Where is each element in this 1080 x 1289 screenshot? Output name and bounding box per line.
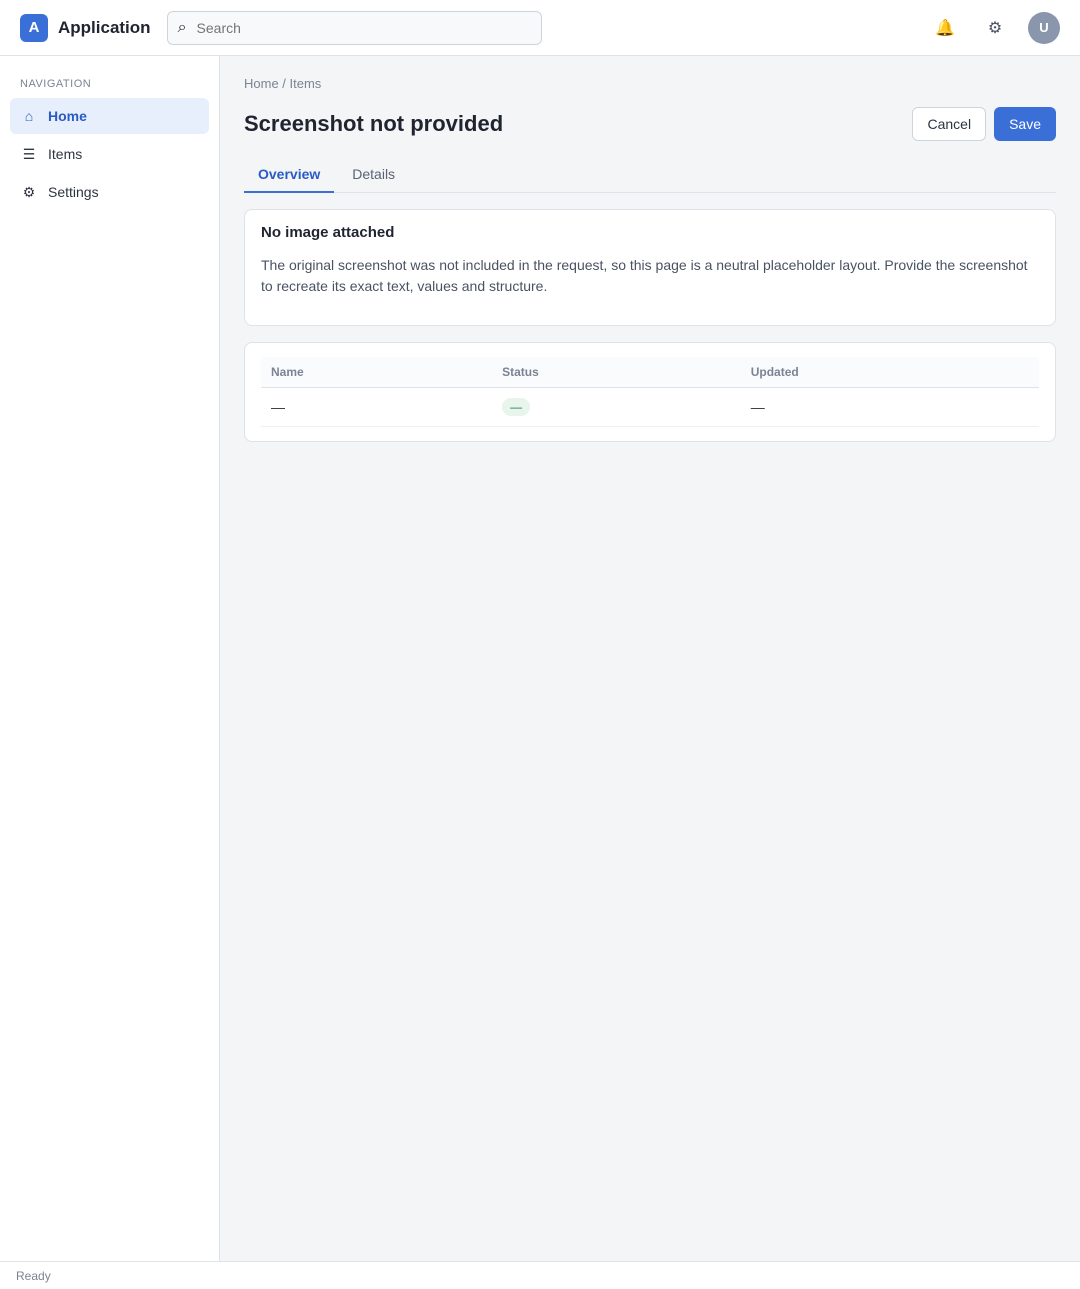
sidebar-item-items[interactable] (10, 136, 209, 172)
gear-icon: ⚙ (22, 183, 36, 200)
search-box (167, 11, 543, 45)
column-header-name[interactable]: Name (261, 357, 492, 388)
list-icon: ☰ (22, 145, 36, 162)
page-title: Screenshot not provided (244, 111, 504, 136)
brand-logo-icon: A (20, 14, 48, 42)
cell-updated: — (741, 388, 1039, 427)
gear-icon: ⚙ (987, 19, 1003, 37)
notice-title: No image attached (261, 224, 395, 241)
tab-details[interactable]: Details (352, 166, 396, 182)
app-body (0, 56, 1080, 1261)
cell-status (492, 388, 741, 427)
table-header-row (261, 357, 1039, 388)
search-icon: ⌕ (177, 18, 187, 36)
notifications-button[interactable] (928, 11, 962, 45)
tab-overview[interactable]: Overview (244, 157, 334, 193)
breadcrumb: Home / Items (244, 76, 322, 91)
app-name: Application (58, 17, 151, 37)
table-row[interactable] (261, 388, 1039, 427)
main-content (220, 56, 1080, 1261)
brand[interactable] (20, 14, 151, 42)
sidebar (0, 56, 220, 1261)
sidebar-item-label: Items (48, 146, 83, 162)
sidebar-item-settings[interactable] (10, 174, 209, 210)
data-table-card (244, 342, 1056, 442)
page-title-row (244, 107, 1056, 141)
tab-bar (244, 157, 1056, 193)
notice-card (244, 209, 1056, 326)
sidebar-item-home[interactable] (10, 98, 209, 134)
page-actions (912, 107, 1056, 141)
column-header-status[interactable]: Status (492, 357, 741, 388)
cancel-button[interactable]: Cancel (912, 107, 986, 141)
top-bar (0, 0, 1080, 56)
status-bar (0, 1261, 1080, 1289)
home-icon: ⌂ (24, 108, 34, 124)
status-badge: — (502, 398, 530, 416)
settings-button[interactable] (978, 11, 1012, 45)
sidebar-heading: NAVIGATION (20, 78, 92, 90)
avatar[interactable]: U (1028, 12, 1060, 44)
cell-name: — (261, 388, 492, 427)
sidebar-item-label: Settings (48, 184, 99, 200)
data-table (261, 357, 1039, 427)
bell-icon: 🔔 (935, 19, 955, 37)
column-header-updated[interactable]: Updated (741, 357, 1039, 388)
sidebar-item-label: Home (48, 108, 87, 124)
save-button[interactable]: Save (994, 107, 1056, 141)
status-text: Ready (16, 1268, 51, 1283)
notice-text: The original screenshot was not included in the request, so this page is a neutral placeholder layout. Provide the screenshot to recreate its exact text, values and structure. (261, 257, 1028, 294)
search-input[interactable] (195, 19, 532, 37)
